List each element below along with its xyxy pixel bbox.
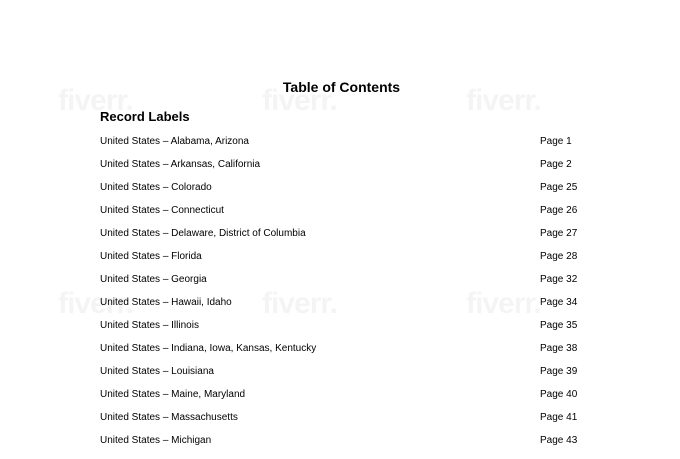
toc-entry-page: Page 27 <box>540 228 578 239</box>
toc-entry-title: United States – Georgia <box>100 274 207 285</box>
toc-entry[interactable] <box>100 182 600 205</box>
toc-entry-title: United States – Hawaii, Idaho <box>100 297 232 308</box>
toc-entry-page: Page 43 <box>540 435 578 446</box>
toc-entry-page: Page 25 <box>540 182 578 193</box>
toc-entry-title: United States – Florida <box>100 251 202 262</box>
toc-entry[interactable] <box>100 297 600 320</box>
toc-entry-page: Page 41 <box>540 412 578 423</box>
toc-entry-page: Page 39 <box>540 366 578 377</box>
document-title: Table of Contents <box>282 79 401 95</box>
toc-entry-title: United States – Maine, Maryland <box>100 389 246 400</box>
section-heading: Record Labels <box>100 109 190 124</box>
toc-entry-title: United States – Connecticut <box>100 205 224 216</box>
toc-entry[interactable] <box>100 366 600 389</box>
toc-entry-page: Page 38 <box>540 343 578 354</box>
toc-entry-page: Page 1 <box>540 136 572 147</box>
toc-entry-title: United States – Louisiana <box>100 366 214 377</box>
toc-entry[interactable] <box>100 320 600 343</box>
toc-entry[interactable] <box>100 159 600 182</box>
toc-entry[interactable] <box>100 274 600 297</box>
toc-entry-page: Page 26 <box>540 205 578 216</box>
toc-list <box>100 136 600 458</box>
toc-entry-page: Page 28 <box>540 251 578 262</box>
toc-entry-page: Page 34 <box>540 297 578 308</box>
toc-entry[interactable] <box>100 343 600 366</box>
toc-entry[interactable] <box>100 435 600 458</box>
toc-entry[interactable] <box>100 412 600 435</box>
toc-entry[interactable] <box>100 205 600 228</box>
toc-entry-title: United States – Arkansas, California <box>100 159 261 170</box>
toc-entry-title: United States – Delaware, District of Columbia <box>100 228 306 239</box>
toc-entry[interactable] <box>100 389 600 412</box>
toc-entry-title: United States – Indiana, Iowa, Kansas, Kentucky <box>100 343 317 354</box>
toc-entry-page: Page 35 <box>540 320 578 331</box>
toc-entry-page: Page 32 <box>540 274 578 285</box>
toc-entry-page: Page 40 <box>540 389 578 400</box>
toc-entry-title: United States – Massachusetts <box>100 412 238 423</box>
toc-entry[interactable] <box>100 136 600 159</box>
toc-entry[interactable] <box>100 251 600 274</box>
toc-entry-title: United States – Alabama, Arizona <box>100 136 249 147</box>
toc-entry-title: United States – Colorado <box>100 182 212 193</box>
toc-entry-page: Page 2 <box>540 159 572 170</box>
toc-entry[interactable] <box>100 228 600 251</box>
toc-entry-title: United States – Illinois <box>100 320 199 331</box>
toc-entry-title: United States – Michigan <box>100 435 212 446</box>
